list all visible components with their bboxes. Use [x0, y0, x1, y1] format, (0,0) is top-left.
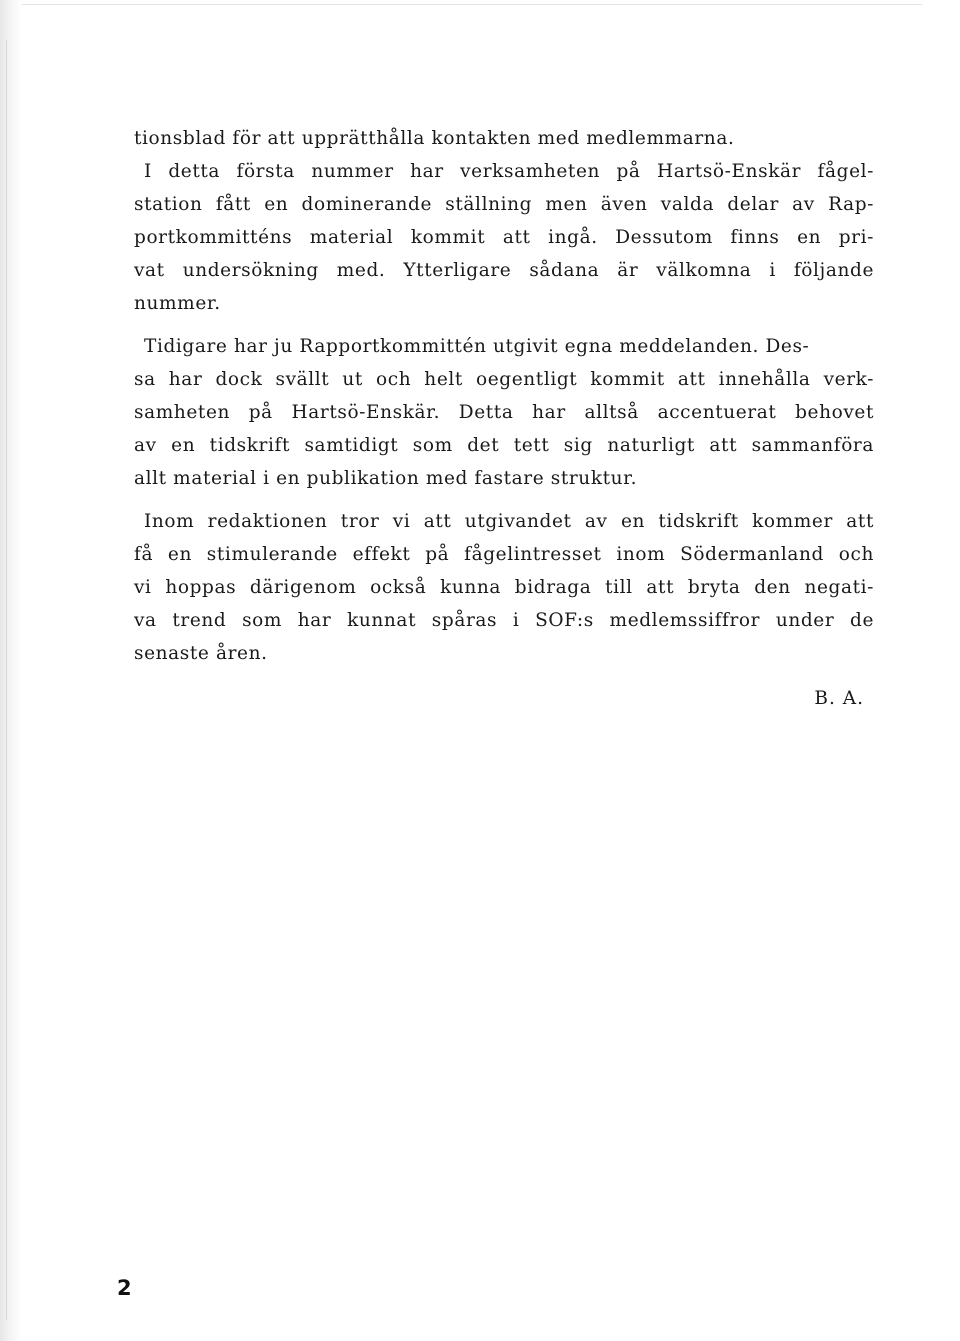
body-text	[134, 122, 874, 670]
text-line: senaste åren.	[134, 643, 268, 664]
text-line: samheten på Hartsö-Enskär. Detta har alltså accentuerat behovet	[134, 402, 874, 423]
text-line: få en stimulerande effekt på fågelintresset inom Södermanland och	[134, 544, 874, 565]
text-line: sa har dock svällt ut och helt oegentligt kommit att innehålla verk-	[134, 369, 874, 390]
text-line: vat undersökning med. Ytterligare sådana är välkomna i följande	[134, 260, 874, 281]
page-number: 2	[117, 1276, 132, 1300]
text-line: Tidigare har ju Rapportkommittén utgivit egna meddelanden. Des-	[144, 336, 810, 357]
text-line: I detta första nummer har verksamheten på Hartsö-Enskär fågel-	[144, 161, 874, 182]
paragraph-gap	[134, 495, 874, 505]
scan-edge	[0, 0, 22, 1341]
text-line: av en tidskrift samtidigt som det tett sig naturligt att sammanföra	[134, 435, 874, 456]
scan-edge-line	[6, 40, 7, 1320]
signature: B. A.	[814, 688, 864, 709]
text-line: vi hoppas därigenom också kunna bidraga till att bryta den negati-	[134, 577, 874, 598]
text-line: Inom redaktionen tror vi att utgivandet av en tidskrift kommer att	[144, 511, 874, 532]
text-line: va trend som har kunnat spåras i SOF:s medlemssiffror under de	[134, 610, 874, 631]
text-line: portkommitténs material kommit att ingå. Dessutom finns en pri-	[134, 227, 874, 248]
text-line: tionsblad för att upprätthålla kontakten med medlemmarna.	[134, 128, 735, 149]
text-line: nummer.	[134, 293, 221, 314]
text-line: station fått en dominerande ställning men även valda delar av Rap-	[134, 194, 874, 215]
top-rule	[22, 4, 922, 5]
text-line: allt material i en publikation med fastare struktur.	[134, 468, 638, 489]
paragraph-gap	[134, 320, 874, 330]
